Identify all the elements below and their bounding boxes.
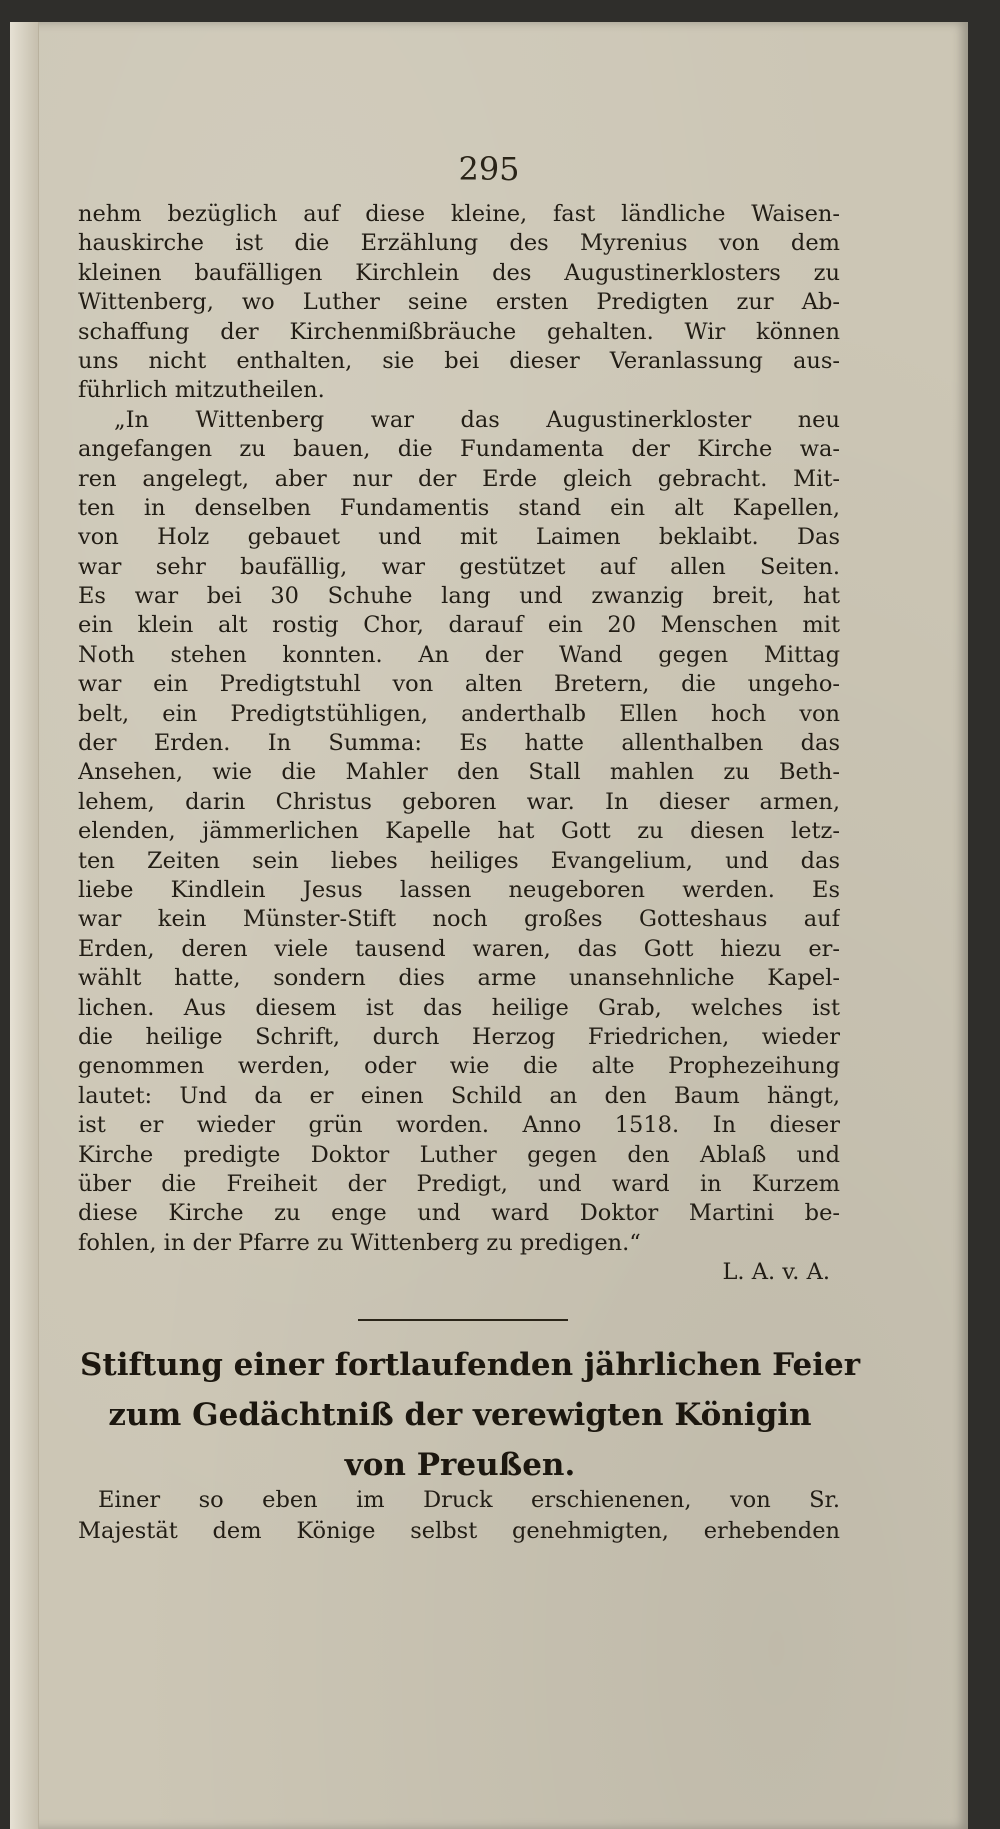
text-line: „In Wittenberg war das Augustinerkloster neu [114, 406, 840, 433]
heading-line: zum Gedächtniß der verewigten Königin [108, 1397, 812, 1433]
text-line: fohlen, in der Pfarre zu Wittenberg zu predigen.“ [78, 1229, 641, 1256]
text-line: uns nicht enthalten, sie bei dieser Veranlassung aus- [78, 347, 840, 374]
text-line: diese Kirche zu enge und ward Doktor Martini be- [78, 1200, 840, 1227]
text-line: kleinen baufälligen Kirchlein des Augustinerklosters zu [78, 259, 840, 286]
text-line: lautet: Und da er einen Schild an den Baum hängt, [78, 1082, 840, 1109]
text-line: ten in denselben Fundamentis stand ein alt Kapellen, [78, 494, 840, 521]
signature: L. A. v. A. [722, 1259, 830, 1286]
text-line: Es war bei 30 Schuhe lang und zwanzig breit, hat [78, 583, 840, 610]
text-line: genommen werden, oder wie die alte Prophezeihung [78, 1053, 840, 1080]
text-line: lichen. Aus diesem ist das heilige Grab, welches ist [78, 994, 840, 1021]
text-line: war kein Münster-Stift noch großes Gotteshaus auf [78, 906, 840, 933]
text-line: ten Zeiten sein liebes heiliges Evangelium, und das [78, 847, 840, 874]
text-line: ist er wieder grün worden. Anno 1518. In dieser [78, 1112, 840, 1139]
page-number: 295 [458, 150, 520, 188]
text-line: Ansehen, wie die Mahler den Stall mahlen zu Beth- [78, 759, 840, 786]
section-divider [358, 1319, 568, 1321]
text-line: Kirche predigte Doktor Luther gegen den Ablaß und [78, 1141, 840, 1168]
text-line: die heilige Schrift, durch Herzog Friedrichen, wieder [78, 1023, 840, 1050]
text-line: Noth stehen konnten. An der Wand gegen Mittag [78, 641, 840, 668]
text-line: belt, ein Predigtstühligen, anderthalb Ellen hoch von [78, 700, 840, 727]
text-line: ren angelegt, aber nur der Erde gleich gebracht. Mit- [78, 465, 840, 492]
text-line: ein klein alt rostig Chor, darauf ein 20 Menschen mit [78, 612, 840, 639]
heading-line: Stiftung einer fortlaufenden jährlichen Feier [80, 1347, 861, 1383]
text-line: Erden, deren viele tausend waren, das Gott hiezu er- [78, 935, 840, 962]
body-text [78, 200, 840, 1287]
text-line: der Erden. In Summa: Es hatte allenthalben das [78, 730, 840, 757]
text-line: lehem, darin Christus geboren war. In dieser armen, [78, 788, 840, 815]
text-line: liebe Kindlein Jesus lassen neugeboren werden. Es [78, 876, 840, 903]
text-line: über die Freiheit der Predigt, und ward in Kurzem [78, 1170, 840, 1197]
heading-line: von Preußen. [344, 1447, 576, 1483]
text-line: war sehr baufällig, war gestützet auf allen Seiten. [78, 553, 840, 580]
text-line: wählt hatte, sondern dies arme unansehnliche Kapel- [78, 965, 840, 992]
text-line: von Holz gebauet und mit Laimen beklaibt. Das [78, 524, 840, 551]
text-line: führlich mitzutheilen. [78, 377, 325, 404]
text-line: Majestät dem Könige selbst genehmigten, erhebenden [78, 1518, 840, 1544]
text-line: Wittenberg, wo Luther seine ersten Predigten zur Ab- [78, 289, 840, 316]
section-heading [80, 1340, 861, 1490]
text-line: nehm bezüglich auf diese kleine, fast ländliche Waisen- [78, 201, 840, 227]
page-gutter [10, 22, 39, 1829]
text-line: angefangen zu bauen, die Fundamenta der Kirche wa- [78, 436, 840, 463]
text-line: Einer so eben im Druck erschienenen, von Sr. [98, 1487, 840, 1513]
text-line: elenden, jämmerlichen Kapelle hat Gott zu diesen letz- [78, 818, 840, 845]
text-line: war ein Predigtstuhl von alten Bretern, die ungeho- [78, 671, 840, 698]
text-line: hauskirche ist die Erzählung des Myrenius von dem [78, 230, 840, 257]
section-text [78, 1485, 840, 1547]
text-line: schaffung der Kirchenmißbräuche gehalten. Wir können [78, 318, 840, 345]
